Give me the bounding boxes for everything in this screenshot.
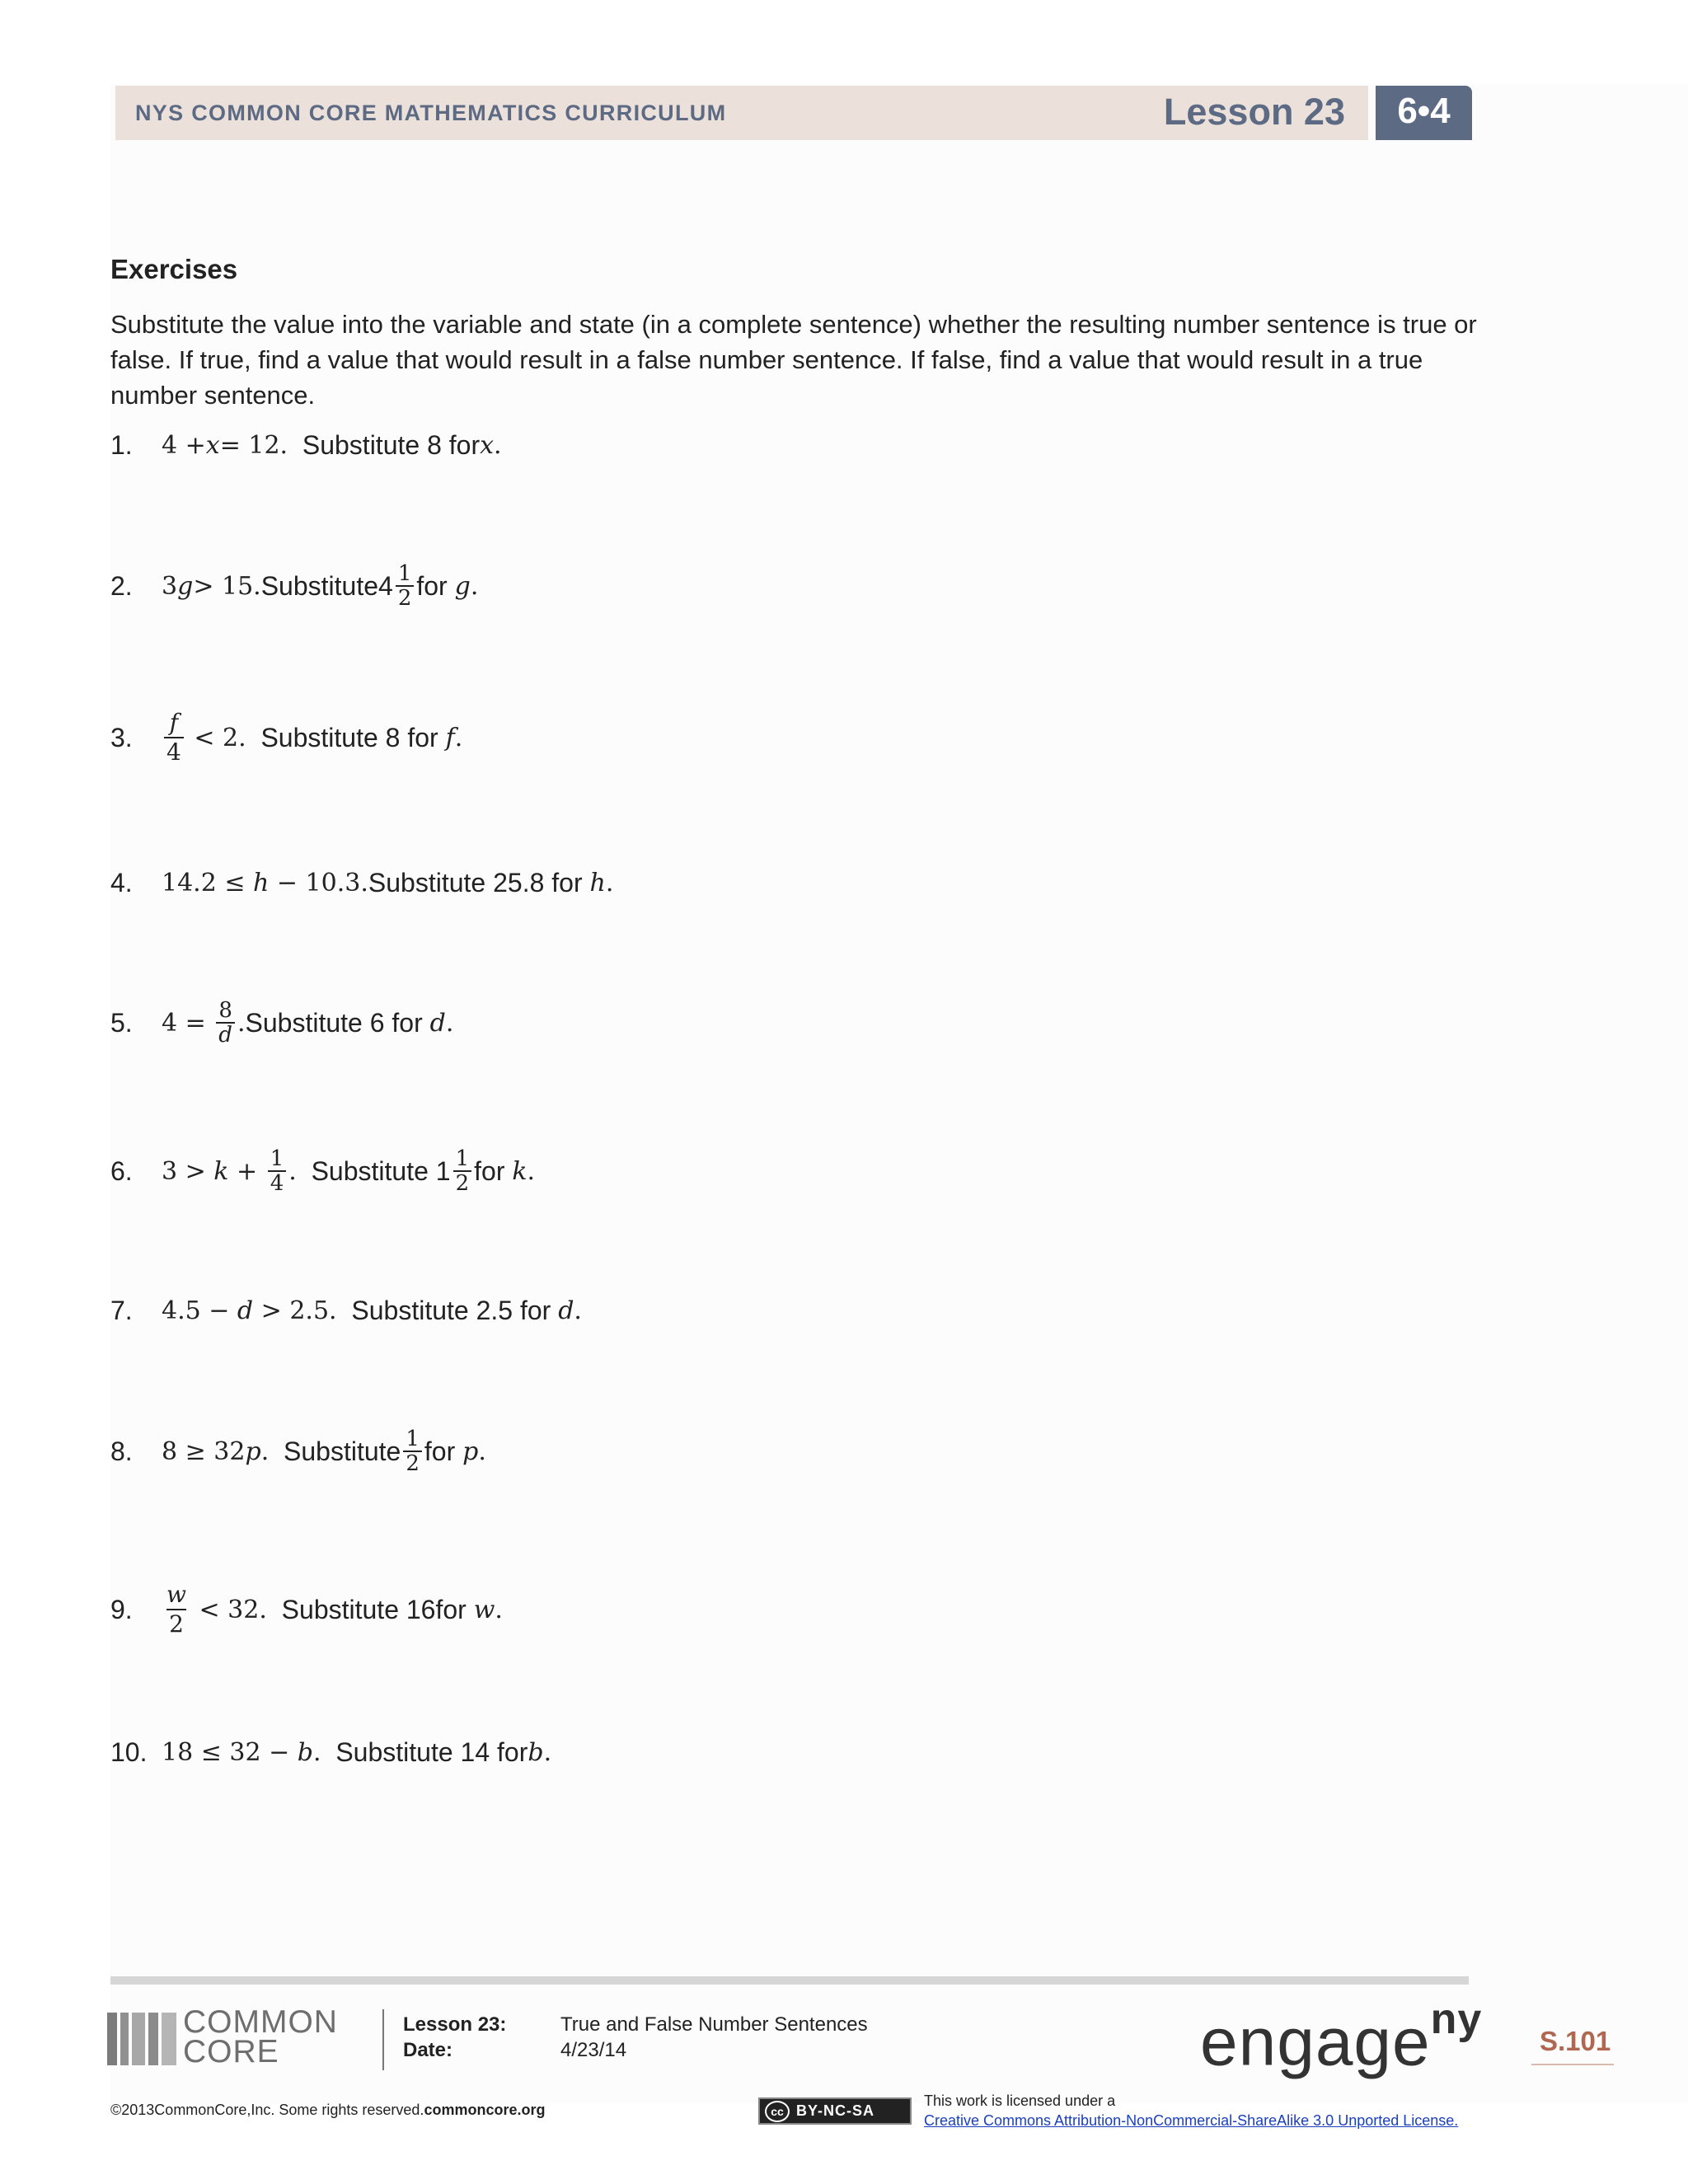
- exercise-number: 5.: [110, 1007, 133, 1038]
- substitute-text: Substitute 2.5 for: [336, 1296, 559, 1325]
- numerator: f: [169, 709, 179, 736]
- variable: d: [237, 1296, 254, 1325]
- variable: d: [429, 1008, 446, 1038]
- common-core-wordmark: [183, 2004, 338, 2069]
- exercise-number: 6.: [110, 1155, 133, 1186]
- expr-part: 18 ≤ 32 −: [162, 1738, 298, 1767]
- fraction: [164, 1581, 189, 1638]
- expr-part: .: [237, 1008, 246, 1038]
- fraction: [216, 999, 235, 1047]
- expr-part: > 2.5.: [253, 1296, 337, 1325]
- license-type: BY-NC-SA: [796, 2102, 875, 2119]
- exercise-8: [110, 1427, 486, 1475]
- substitute-text: Substitute 25.8 for: [368, 868, 590, 898]
- engage-ny-superscript: ny: [1430, 1995, 1483, 2043]
- exercise-number: 1.: [110, 430, 133, 460]
- exercise-number: 10.: [110, 1737, 148, 1767]
- substitute-text: for: [424, 1436, 463, 1466]
- variable: h: [253, 869, 270, 898]
- substitute-text: Substitute 14 for: [321, 1737, 528, 1767]
- numerator: 1: [406, 1427, 420, 1451]
- variable: f: [445, 723, 455, 752]
- expr-part: 8 ≥ 32: [162, 1436, 246, 1466]
- exercise-1: [110, 430, 502, 461]
- expr-part: = 12.: [219, 431, 288, 460]
- variable: x: [205, 431, 220, 460]
- numerator: 8: [218, 998, 232, 1023]
- lesson-title: Lesson 23: [1163, 91, 1345, 133]
- denominator: 4: [268, 1170, 287, 1195]
- variable: g: [454, 571, 471, 601]
- exercise-6: [110, 1147, 535, 1195]
- expr-part: 14.2 ≤: [162, 869, 254, 898]
- expr-part: .: [312, 1738, 321, 1767]
- fraction: [453, 1147, 472, 1195]
- engageny-logo: [1200, 1995, 1483, 2081]
- variable: k: [213, 1156, 229, 1186]
- period: .: [574, 1296, 582, 1325]
- exercise-number: 3.: [110, 722, 133, 752]
- exercise-number: 7.: [110, 1296, 133, 1325]
- substitute-text: Substitute: [269, 1436, 401, 1466]
- exercise-3: [110, 709, 462, 766]
- exercise-number: 9.: [110, 1594, 133, 1624]
- fraction: [396, 562, 415, 610]
- numerator: 1: [270, 1146, 284, 1171]
- expr-part: +: [228, 1156, 265, 1186]
- expr-part: 4 +: [162, 431, 206, 460]
- copyright-site: commoncore.org: [424, 2102, 546, 2118]
- period: .: [288, 1156, 297, 1186]
- period: .: [445, 1008, 454, 1038]
- instructions: Substitute the value into the variable and state (in a complete sentence) whether the resulting number sentence is true or false. If true, find a value that would result in a false number sentence. If false, find a value that would result in a true number sentence.: [110, 310, 1477, 410]
- page-number: S.101: [1540, 2026, 1611, 2056]
- license-intro: This work is licensed under a: [924, 2093, 1116, 2109]
- period: .: [527, 1156, 536, 1186]
- copyright: [110, 2102, 545, 2119]
- header-bar: [115, 86, 1368, 140]
- variable: g: [177, 571, 194, 601]
- fraction: [403, 1427, 422, 1475]
- section-title: Exercises: [110, 254, 238, 284]
- numerator: w: [166, 1581, 186, 1608]
- substitute-text: for: [416, 570, 455, 601]
- expr-part: < 32.: [190, 1595, 267, 1624]
- expr-part: 4 =: [162, 1008, 214, 1038]
- common-core-logo: [107, 2004, 354, 2072]
- exercise-9: [110, 1581, 503, 1638]
- denominator: 2: [453, 1170, 472, 1195]
- numerator: 1: [397, 561, 412, 586]
- creative-commons-badge[interactable]: [758, 2097, 912, 2125]
- period: .: [478, 1436, 486, 1466]
- period: .: [494, 431, 502, 460]
- period: .: [543, 1738, 552, 1767]
- period: .: [470, 571, 479, 601]
- license-link[interactable]: Creative Commons Attribution-NonCommercial-ShareAlike 3.0 Unported License.: [924, 2112, 1459, 2129]
- date-label: Date:: [403, 2039, 453, 2061]
- date-value: 4/23/14: [560, 2039, 627, 2061]
- expr-part: 3: [162, 571, 178, 601]
- variable: h: [589, 869, 606, 898]
- denominator: 4: [164, 737, 184, 766]
- expr-part: .: [260, 1436, 270, 1466]
- mixed-whole: 4: [378, 570, 393, 601]
- exercise-5: [110, 999, 453, 1047]
- footer-divider: [382, 2009, 384, 2070]
- period: .: [495, 1595, 503, 1624]
- variable: b: [528, 1738, 544, 1767]
- fraction: [268, 1147, 287, 1195]
- variable: k: [512, 1156, 528, 1186]
- curriculum-title: NYS COMMON CORE MATHEMATICS CURRICULUM: [135, 101, 727, 125]
- variable: d: [558, 1296, 574, 1325]
- variable: b: [297, 1738, 313, 1767]
- period: .: [454, 723, 463, 752]
- page-number-underline: [1531, 2064, 1614, 2065]
- variable: p: [462, 1436, 479, 1466]
- lesson-label: Lesson 23:: [403, 2013, 507, 2036]
- copyright-text: ©2013CommonCore,Inc. Some rights reserved.: [110, 2102, 424, 2118]
- fraction: [164, 709, 184, 766]
- expr-part: < 2.: [185, 723, 246, 752]
- period: .: [605, 869, 614, 898]
- variable: w: [473, 1595, 495, 1624]
- logo-line-2: CORE: [183, 2034, 279, 2069]
- substitute-text: Substitute 8 for: [246, 722, 446, 752]
- substitute-text: Substitute 6 for: [245, 1007, 430, 1038]
- expr-part: − 10.3.: [269, 869, 368, 898]
- exercise-4: [110, 868, 613, 898]
- module-badge: 6•4: [1376, 86, 1472, 140]
- expr-part: 4.5 −: [162, 1296, 237, 1325]
- substitute-text: for: [474, 1155, 513, 1186]
- exercise-2: [110, 562, 478, 610]
- denominator: 2: [396, 585, 415, 610]
- variable: x: [480, 431, 495, 460]
- substitute-text: Substitute 8 for: [288, 430, 481, 460]
- expr-part: > 15.: [193, 571, 261, 601]
- denominator: 2: [166, 1609, 186, 1638]
- logo-line-1: COMMON: [183, 2004, 338, 2040]
- exercise-number: 8.: [110, 1436, 133, 1466]
- creative-commons-icon: cc: [765, 2101, 790, 2122]
- denominator: d: [216, 1022, 235, 1047]
- exercise-number: 2.: [110, 570, 133, 601]
- denominator: 2: [403, 1451, 422, 1475]
- substitute-text: Substitute: [260, 570, 379, 601]
- numerator: 1: [455, 1146, 470, 1171]
- variable: p: [245, 1436, 261, 1466]
- exercise-7: [110, 1296, 582, 1326]
- substitute-text: Substitute 1: [296, 1155, 451, 1186]
- engage-text: engage: [1200, 2004, 1431, 2080]
- exercise-number: 4.: [110, 868, 133, 898]
- exercise-10: [110, 1737, 551, 1768]
- footer-rule: [110, 1976, 1469, 1985]
- lesson-name: True and False Number Sentences: [560, 2013, 868, 2036]
- expr-part: 3 >: [162, 1156, 214, 1186]
- substitute-text: Substitute 16for: [266, 1594, 474, 1624]
